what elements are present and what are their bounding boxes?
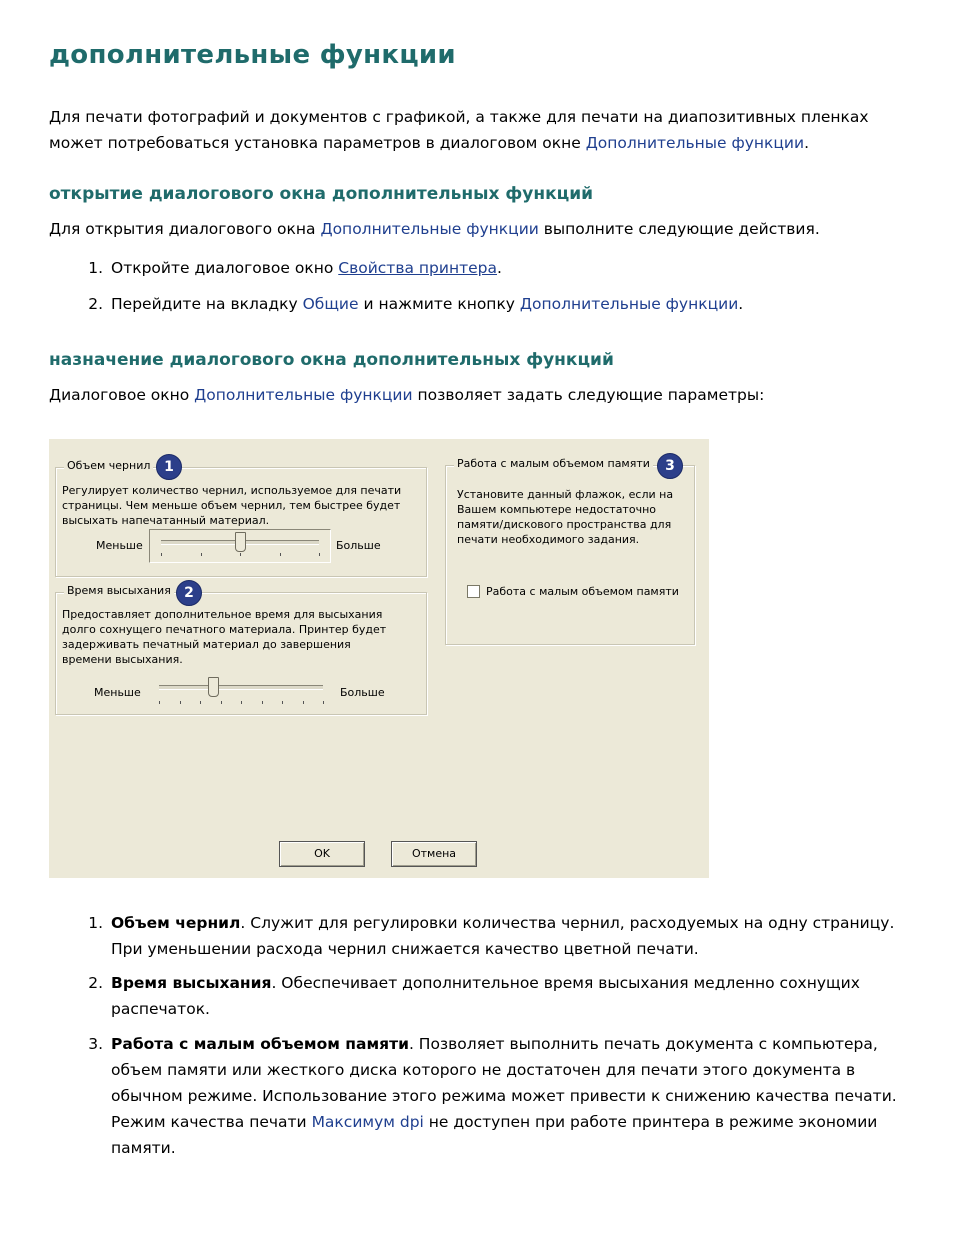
- ink-max-label: Больше: [336, 539, 381, 552]
- section-heading-open: открытие диалогового окна дополнительных функций: [49, 184, 594, 204]
- advanced-features-link[interactable]: Дополнительные функции: [519, 295, 739, 313]
- page-title: дополнительные функции: [49, 40, 456, 70]
- advanced-features-dialog: [49, 439, 709, 878]
- list-item: 2. Перейдите на вкладку Общие и нажмите кнопку Дополнительные функции.: [88, 295, 744, 313]
- general-tab-link[interactable]: Общие: [302, 295, 359, 313]
- slider-tick: [303, 701, 304, 704]
- cancel-button[interactable]: Отмена: [391, 841, 477, 867]
- slider-tick: [221, 701, 222, 704]
- slider-tick: [262, 701, 263, 704]
- ok-button[interactable]: OK: [279, 841, 365, 867]
- slider-tick: [159, 701, 160, 704]
- drying-time-description: Предоставляет дополнительное время для высыхания долго сохнущего печатного материала. Принтер будет задерживать печатный материал до завершения времени высыхания.: [62, 608, 387, 666]
- ink-min-label: Меньше: [96, 539, 143, 552]
- ink-volume-title: Объем чернил: [64, 459, 153, 472]
- intro-paragraph: Для печати фотографий и документов с графикой, а также для печати на диапозитивных пленках может потребоваться установка параметров в диалоговом окне Дополнительные функции.: [49, 108, 869, 152]
- advanced-features-link[interactable]: Дополнительные функции: [194, 386, 413, 404]
- section2-paragraph: Диалоговое окно Дополнительные функции позволяет задать следующие параметры:: [49, 386, 765, 404]
- slider-tick: [161, 553, 162, 556]
- drying-time-title: Время высыхания: [64, 584, 174, 597]
- max-dpi-link[interactable]: Максимум dpi: [311, 1113, 424, 1131]
- ink-slider-thumb[interactable]: [235, 532, 246, 552]
- slider-tick: [200, 701, 201, 704]
- advanced-features-link[interactable]: Дополнительные функции: [320, 220, 539, 238]
- list-item: 2. Время высыхания. Обеспечивает дополнительное время высыхания медленно сохнущих распечаток.: [88, 974, 860, 1018]
- slider-tick: [180, 701, 181, 704]
- slider-tick: [240, 553, 241, 556]
- low-memory-title: Работа с малым объемом памяти: [454, 457, 653, 470]
- ink-volume-description: Регулирует количество чернил, используемое для печати страницы. Чем меньше объем чернил, тем быстрее будет высыхать напечатанный материал.: [62, 484, 402, 527]
- list-item: 1. Откройте диалоговое окно Свойства принтера.: [88, 259, 502, 277]
- advanced-features-link[interactable]: Дополнительные функции: [585, 134, 805, 152]
- dry-min-label: Меньше: [94, 686, 141, 699]
- dry-max-label: Больше: [340, 686, 385, 699]
- callout-badge-2: 2: [176, 580, 202, 606]
- section-heading-purpose: назначение диалогового окна дополнительных функций: [49, 350, 614, 370]
- low-memory-checkbox[interactable]: [467, 585, 480, 598]
- callout-badge-3: 3: [657, 453, 683, 479]
- slider-tick: [323, 701, 324, 704]
- callout-badge-1: 1: [156, 454, 182, 480]
- slider-tick: [282, 701, 283, 704]
- low-memory-description: Установите данный флажок, если на Вашем компьютере недостаточно памяти/дискового пространства для печати необходимого задания.: [457, 488, 674, 546]
- dry-slider-thumb[interactable]: [208, 677, 219, 697]
- slider-tick: [201, 553, 202, 556]
- slider-tick: [241, 701, 242, 704]
- slider-tick: [319, 553, 320, 556]
- slider-tick: [280, 553, 281, 556]
- list-item: 3. Работа с малым объемом памяти. Позволяет выполнить печать документа с компьютера, объем памяти или жесткого диска которого не достаточен для печати этого документа в обычном режиме. Использование этого режима может привести к снижению качества печати. Режим качества печати Максимум dpi не доступен при работе принтера в режиме экономии памяти.: [88, 1035, 897, 1157]
- printer-properties-link[interactable]: Свойства принтера: [338, 259, 497, 277]
- low-memory-checkbox-label[interactable]: Работа с малым объемом памяти: [486, 585, 679, 598]
- dry-slider-track: [159, 685, 323, 690]
- list-item: 1. Объем чернил. Служит для регулировки количества чернил, расходуемых на одну страницу. При уменьшении расхода чернил снижается качество цветной печати.: [88, 914, 895, 958]
- section1-paragraph: Для открытия диалогового окна Дополнительные функции выполните следующие действия.: [49, 220, 820, 238]
